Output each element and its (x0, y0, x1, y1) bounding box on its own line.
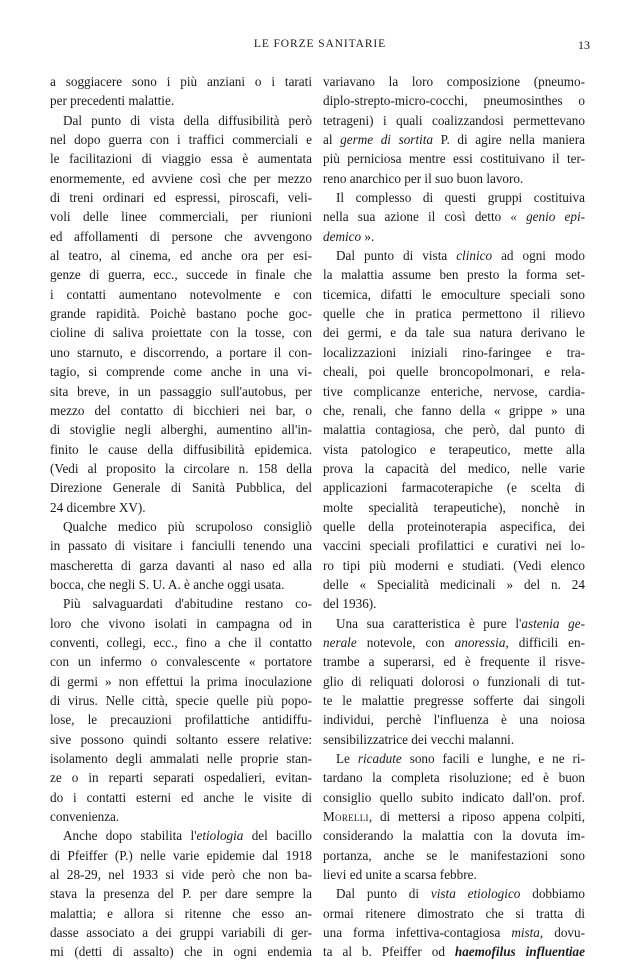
text-line (50, 459, 312, 478)
italic-segment: nerale (323, 634, 357, 650)
text-segment: ro tipi più moderni e studiati. (Vedi elenco (323, 557, 585, 573)
text-line (323, 246, 585, 265)
text-segment: finito le cause della diffusibilità epidemica. (50, 441, 312, 457)
text-segment: tardano la completa risoluzione; ed è buon (323, 770, 585, 786)
left-text-column (50, 72, 312, 962)
text-line (50, 498, 312, 517)
text-segment: mezzo del contatto di bicchieri nei bar, o (50, 402, 312, 418)
text-segment: di Pfeiffer (P.) nelle varie epidemie dal 1918 (50, 847, 312, 863)
text-segment: glio di reliquati dolorosi o funzionali di tut- (323, 673, 585, 689)
text-segment: (Vedi al proposito la circolare n. 158 della (50, 460, 312, 476)
text-line (50, 246, 312, 265)
text-segment: ticemica, difatti le emoculture speciali sono (323, 286, 585, 302)
text-line (323, 149, 585, 168)
text-segment: a soggiacere sono i più anziani o i tarati (50, 74, 312, 89)
text-segment: al teatro, al cinema, ed anche ora per esi- (50, 248, 312, 264)
text-line (323, 923, 585, 942)
text-line (50, 788, 312, 807)
text-line (50, 749, 312, 768)
text-line (50, 420, 312, 439)
text-segment: i contatti aumentano notevolmente e con (50, 286, 312, 302)
text-segment: di virus. Nelle città, specie quelle più popo- (50, 693, 312, 708)
text-line (50, 923, 312, 942)
text-segment: Dal punto di vista della diffusibilità però (63, 112, 312, 128)
text-segment: reno anarchico per il suo buon lavoro. (323, 170, 524, 186)
text-line (50, 91, 312, 110)
text-line (323, 343, 585, 362)
text-segment: isolamento degli ammalati nelle proprie stan- (50, 751, 312, 767)
text-line (50, 323, 312, 342)
text-line (323, 594, 585, 613)
text-line (50, 575, 312, 594)
text-line (50, 517, 312, 536)
text-line (323, 884, 585, 903)
text-line (50, 768, 312, 787)
italic-segment: demico (323, 228, 362, 244)
text-line (323, 498, 585, 517)
text-segment: loro che vivono isolati in campagna od in (50, 615, 312, 631)
text-line (323, 846, 585, 865)
text-line (50, 807, 312, 826)
text-segment: delle « Specialità medicinali » del n. 24 (323, 576, 585, 592)
text-segment: tagio, si comprende come anche in una vi- (50, 364, 312, 380)
page-number: 13 (578, 38, 590, 52)
text-line (50, 672, 312, 691)
text-line (323, 169, 585, 188)
small-caps-name: Morelli (323, 809, 369, 825)
text-segment: stava la presenza del P. per dare sempre la (50, 886, 312, 902)
text-line (323, 768, 585, 787)
text-segment: mi (detti di assalto) che in ogni endemia (50, 944, 312, 960)
text-line (323, 207, 585, 226)
text-segment: mascheretta di garza davanti al naso ed alla (50, 557, 312, 573)
text-line (323, 111, 585, 130)
text-line (50, 904, 312, 923)
text-line (323, 672, 585, 691)
text-segment: ormai ritenere dimostrato che si tratta di (323, 905, 585, 921)
text-segment: voli delle linee commerciali, per riunioni (50, 209, 312, 225)
text-line (323, 807, 585, 826)
text-segment: enormemente, ed avviene così che per mezzo (50, 170, 312, 186)
text-line (323, 91, 585, 110)
text-segment: individui, perchè l'influenza è una noiosa (323, 712, 585, 728)
text-segment: Dal punto di vista (336, 248, 457, 264)
text-line (323, 730, 585, 749)
text-segment: ». (361, 228, 375, 244)
text-line (50, 362, 312, 381)
text-segment: del 1936). (323, 596, 377, 612)
text-segment: grande rapidità. Poichè bastano poche goc- (50, 306, 312, 322)
text-segment: lievi ed unite a scarsa febbre. (323, 867, 477, 883)
text-segment: al 28-29, nel 1933 si vide però che non ba- (50, 867, 312, 883)
text-line (50, 710, 312, 729)
text-segment: notevole, con (356, 634, 455, 650)
text-segment: dasse associato a dei gruppi variabili di ger- (50, 925, 312, 941)
text-line (323, 652, 585, 671)
text-line (323, 788, 585, 807)
italic-segment: etiologia (196, 828, 244, 844)
italic-segment: germe di sortita (340, 132, 434, 148)
text-line (50, 614, 312, 633)
text-line (323, 401, 585, 420)
text-segment: cheali, poi quelle broncopolmonari, e rela- (323, 364, 585, 380)
text-segment: localizzazioni iniziali rino-faringee e tra- (323, 344, 585, 360)
text-segment: conventi, collegi, ecc., fino a che il contatto (50, 634, 312, 650)
text-segment: te le malattie pregresse sofferte dai singoli (323, 693, 585, 708)
text-line (323, 536, 585, 555)
text-segment: tetrageni) i quali coalizzandosi permettevano (323, 112, 585, 128)
text-segment: di stoviglie negli alberghi, aumentino all'in- (50, 422, 312, 438)
text-line (323, 691, 585, 710)
text-segment: con un infermo o convalescente « portatore (50, 654, 312, 670)
text-segment: bocca, che negli S. U. A. è anche oggi usata. (50, 576, 285, 592)
text-line (50, 594, 312, 613)
text-line (50, 846, 312, 865)
text-line (50, 149, 312, 168)
text-segment: le facilitazioni di viaggio essa è aumentata (50, 151, 312, 167)
text-line (323, 304, 585, 323)
text-line (323, 749, 585, 768)
text-line (50, 285, 312, 304)
text-segment: quelle della proteinoterapia aspecifica, dei (323, 518, 585, 534)
text-segment: ed affollamenti di persone che avvengono (50, 228, 312, 244)
text-line (50, 478, 312, 497)
text-line (323, 517, 585, 536)
text-segment: la malattia assume ben presto la forma set- (323, 267, 585, 283)
text-line (50, 130, 312, 149)
text-line (323, 865, 585, 884)
text-segment: Più salvaguardati d'abitudine restano co- (63, 596, 312, 612)
text-segment: vista patologico e terapeutico, mette alla (323, 441, 585, 457)
text-line (323, 323, 585, 342)
italic-segment: mista (511, 925, 540, 941)
text-line (323, 420, 585, 439)
text-line (323, 362, 585, 381)
text-segment: Dal punto di (336, 886, 431, 902)
right-text-column (323, 72, 585, 962)
text-segment: cioline di saliva proiettate con la tosse, con (50, 325, 312, 341)
text-segment: Le (336, 751, 358, 767)
text-segment: dei germi, e da tale sua natura derivano le (323, 325, 585, 341)
text-segment: in passato di visitare i fanciulli tenendo una (50, 538, 312, 554)
text-segment: P. di agire nella maniera (433, 132, 585, 148)
text-segment: malattia contagiosa, che però, dal punto di (323, 422, 585, 438)
text-segment: sono facili e lunghe, e ne ri- (401, 751, 585, 767)
text-segment: 24 dicembre XV). (50, 499, 146, 515)
text-segment: lose, le precauzioni profilattiche antidiffu- (50, 712, 312, 728)
text-segment: , difficili en- (505, 634, 585, 650)
text-segment: di germi » non effettui la prima inoculazione (50, 673, 312, 689)
text-segment: tive complicanze enteriche, nervose, cardia- (323, 383, 585, 399)
text-segment: , di mettersi a riposo appena colpiti, (368, 809, 585, 825)
text-line (50, 691, 312, 710)
text-segment: una forma infettiva-contagiosa (323, 925, 512, 941)
text-line (50, 633, 312, 652)
text-segment: sita breve, in un passaggio sull'autobus, per (50, 383, 312, 399)
text-line (50, 401, 312, 420)
text-line (50, 556, 312, 575)
text-segment: Direzione Generale di Sanità Pubblica, del (50, 480, 312, 496)
text-line (323, 575, 585, 594)
text-line (50, 188, 312, 207)
text-segment: vaccini speciali profilattici e curativi nei lo- (323, 538, 585, 554)
text-line (323, 633, 585, 652)
text-line (50, 652, 312, 671)
text-segment: più perniciosa mentre essi costituivano il ter- (323, 151, 585, 167)
text-segment: , dovu- (539, 925, 585, 941)
text-line (323, 227, 585, 246)
text-line (50, 865, 312, 884)
text-line (50, 440, 312, 459)
text-segment: ad ogni modo (492, 248, 585, 264)
text-line (323, 130, 585, 149)
text-segment: del bacillo (243, 828, 312, 844)
text-line (323, 265, 585, 284)
text-line (50, 536, 312, 555)
text-segment: sensibilizzatrice dei vecchi malanni. (323, 731, 515, 747)
text-segment: convenienza. (50, 809, 120, 825)
italic-segment: ricadute (357, 751, 402, 767)
text-segment: per precedenti malattie. (50, 93, 175, 109)
text-line (50, 111, 312, 130)
text-line (323, 710, 585, 729)
bold-italic-term: haemofilus influentiae (454, 944, 585, 960)
text-line (50, 169, 312, 188)
text-segment: Qualche medico più scrupoloso consigliò (63, 518, 312, 534)
text-segment: nella sua azione il così detto (323, 209, 511, 225)
page-header (50, 38, 590, 54)
text-segment: applicazioni farmacoterapiche (e scelta di (323, 480, 585, 496)
italic-segment: astenia ge- (521, 615, 585, 631)
text-line (50, 826, 312, 845)
text-segment: genze di guerra, ecc., succede in finale che (50, 267, 312, 283)
text-line (50, 265, 312, 284)
italic-segment: anoressia (454, 634, 506, 650)
text-segment: variavano la loro composizione (pneumo- (323, 74, 585, 89)
text-line (50, 884, 312, 903)
text-segment: sive possono quindi soltanto essere relative: (50, 731, 312, 747)
text-line (50, 942, 312, 961)
text-segment: diplo-strepto-micro-cocchi, pneumosinthes o (323, 93, 585, 109)
running-title: LE FORZE SANITARIE (253, 38, 387, 50)
text-line (50, 72, 312, 91)
text-line (323, 285, 585, 304)
text-segment: di treni ordinari ed espressi, piroscafi, veli- (50, 190, 312, 206)
text-line (323, 942, 585, 961)
text-segment: do i contatti esterni ed anche le visite di (50, 789, 312, 805)
text-line (323, 382, 585, 401)
text-segment: prova la capacità del medico, nelle varie (323, 460, 585, 476)
text-line (50, 207, 312, 226)
text-segment: Una sua caratteristica è pure l' (336, 615, 522, 631)
text-line (323, 72, 585, 91)
text-line (50, 382, 312, 401)
text-segment: ta al b. Pfeiffer od (323, 944, 455, 960)
text-line (50, 343, 312, 362)
italic-segment: vista etiologico (430, 886, 521, 902)
italic-segment: « genio epi- (510, 209, 585, 225)
text-segment: malattia; e allora si ritenne che esso an- (50, 905, 312, 921)
text-segment: dobbiamo (520, 886, 585, 902)
text-segment: consiglio quello subito indicato dall'on. prof. (323, 789, 585, 805)
text-segment: che, renali, che fanno della « grippe » una (323, 402, 585, 418)
text-segment: nel dopo guerra con i traffici commerciali e (50, 132, 312, 148)
text-segment: considerando la malattia con la dovuta im- (323, 828, 585, 844)
text-line (323, 440, 585, 459)
text-line (323, 556, 585, 575)
text-segment: uno starnuto, e discorrendo, a portare il con- (50, 344, 312, 360)
text-line (323, 904, 585, 923)
text-segment: Anche dopo stabilita l' (63, 828, 197, 844)
text-segment: ze o in reparti separati ospedalieri, evitan- (50, 770, 312, 786)
text-line (323, 459, 585, 478)
text-segment: Il complesso di questi gruppi costituiva (336, 190, 585, 206)
text-segment: molte specialità terapeutiche), nonchè in (323, 499, 585, 515)
text-line (50, 304, 312, 323)
text-segment: portanza, anche se le manifestazioni sono (323, 847, 585, 863)
text-segment: trambe a superarsi, ed è frequente il risve- (323, 654, 585, 670)
text-segment: al (323, 132, 341, 148)
text-line (50, 730, 312, 749)
text-line (323, 826, 585, 845)
text-line (50, 227, 312, 246)
text-line (323, 188, 585, 207)
italic-segment: clinico (456, 248, 493, 264)
text-segment: quelle che in pratica permettono il rilievo (323, 306, 585, 322)
text-line (323, 478, 585, 497)
text-line (323, 614, 585, 633)
